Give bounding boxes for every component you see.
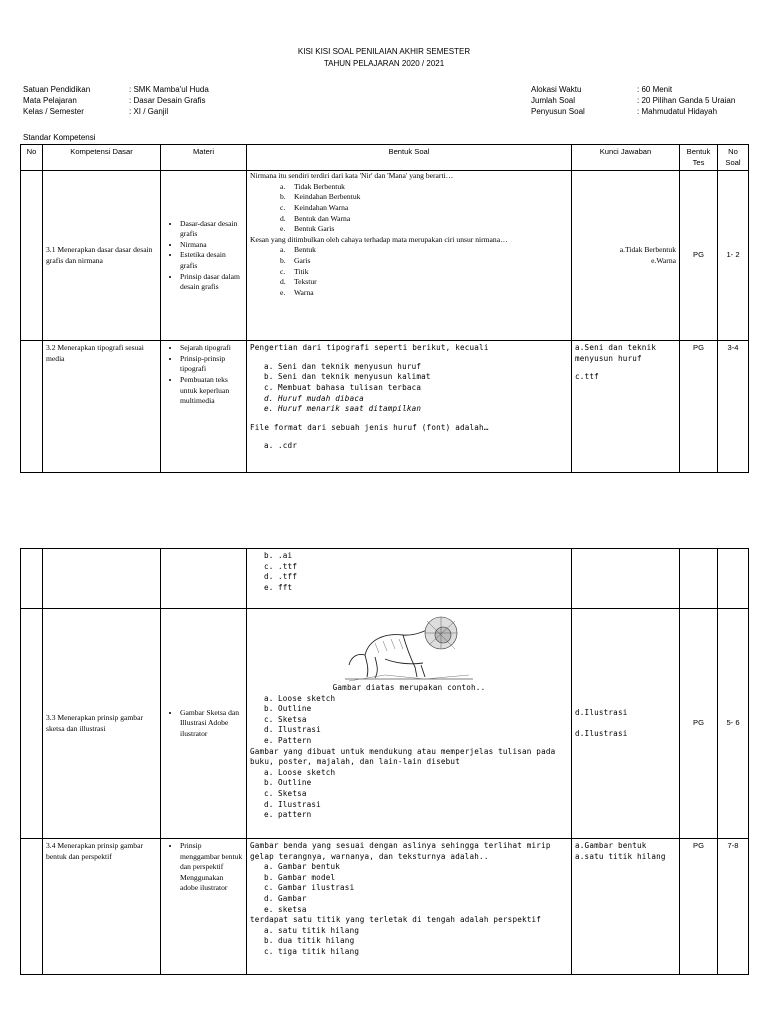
soal-3-4 [247, 839, 572, 975]
option: c. Membuat bahasa tulisan terbaca [264, 382, 422, 392]
col-kunci-jawaban: Kunci Jawaban [572, 145, 680, 171]
no-soal-3-1: 1- 2 [718, 171, 749, 341]
question-text: Kesan yang ditimbulkan oleh cahaya terhadap mata merupakan ciri unsur nirmana… [250, 234, 508, 244]
meta-left [23, 84, 209, 117]
option: d. Tekstur [280, 277, 317, 287]
option: c. tiga titik hilang [264, 946, 360, 956]
question-text: Gambar yang dibuat untuk mendukung atau memperjelas tulisan pada buku, poster, majalah, dan lain-lain disebut [250, 746, 556, 767]
option: a. Bentuk [280, 245, 316, 255]
materi-3-3: • Gambar Sketsa dan Illustrasi Adobe ilustrator [161, 609, 247, 839]
option: e. pattern [264, 810, 312, 820]
option: c. Sketsa [264, 714, 307, 724]
option: c. Titik [280, 266, 309, 276]
option: a. Loose sketch [264, 693, 336, 703]
option: d. Bentuk dan Warna [280, 213, 351, 223]
bentuk-tes-3-3: PG [680, 609, 718, 839]
kisi-table-1 [20, 144, 749, 473]
option: c. Keindahan Warna [280, 202, 349, 212]
kd-3-3: 3.3 Menerapkan prinsip gambar sketsa dan illustrasi [43, 609, 161, 839]
table-row [21, 609, 749, 839]
kunci-3-1: a.Tidak Berbentuk e.Warna [572, 171, 680, 341]
option: d. Gambar [264, 893, 307, 903]
option: b. Gambar model [264, 872, 336, 882]
meta-row: Jumlah Soal : 20 Pilihan Ganda 5 Uraian [531, 96, 736, 105]
option: b. .ai [264, 551, 293, 560]
question-text: terdapat satu titik yang terletak di tengah adalah perspektif [250, 915, 542, 925]
option: b. dua titik hilang [264, 936, 355, 946]
materi-3-2: • Sejarah tipografi • Prinsip-prinsip tipografi • Pembuatan teks untuk keperluan multimedia [161, 341, 247, 473]
kunci-3-2: a.Seni dan teknik menyusun huruf c.ttf [572, 341, 680, 473]
meta-row: Alokasi Waktu : 60 Menit [531, 85, 673, 94]
soal-3-2 [247, 341, 572, 473]
option: b. Seni dan teknik menyusun kalimat [264, 372, 431, 382]
kisi-table-2 [20, 548, 749, 975]
materi-3-4: • Prinsip menggambar bentuk dan perspektif Menggunakan adobe ilustrator [161, 839, 247, 975]
option: e. Warna [280, 287, 314, 297]
meta-row: Mata Pelajaran : Dasar Desain Grafis [23, 96, 206, 105]
option: d. .tff [264, 572, 298, 582]
col-bentuk-tes: Bentuk Tes [680, 145, 718, 171]
option: e. fft [264, 582, 293, 592]
col-kompetensi-dasar: Kompetensi Dasar [43, 145, 161, 171]
materi-3-1: • Dasar-dasar desain grafis • Nirmana • Estetika desain grafis • Prinsip dasar dalam desain grafis [161, 171, 247, 341]
option: d. Ilustrasi [264, 799, 321, 809]
kunci-3-4: a.Gambar bentuk a.satu titik hilang [572, 839, 680, 975]
option: b. Outline [264, 778, 312, 788]
col-no: No [21, 145, 43, 171]
option: a. Tidak Berbentuk [280, 181, 345, 191]
table-row [21, 839, 749, 975]
option: a. Seni dan teknik menyusun huruf [264, 361, 422, 371]
meta-row: Penyusun Soal : Mahmudatul Hidayah [531, 107, 718, 116]
table-header-row [21, 145, 749, 171]
document-title: KISI KISI SOAL PENILAIAN AKHIR SEMESTER [297, 47, 471, 56]
option: c. .ttf [264, 561, 298, 571]
option: a. Loose sketch [264, 767, 336, 777]
bentuk-tes-3-2: PG [680, 341, 718, 473]
meta-row: Satuan Pendidikan : SMK Mamba'ul Huda [23, 85, 209, 94]
table-row [21, 549, 749, 609]
option: e. Huruf menarik saat ditampilkan [264, 404, 422, 414]
question-text: Gambar benda yang sesuai dengan aslinya sehingga terlihat mirip gelap terangnya, warnanya, dan teksturnya adalah.. [250, 841, 551, 861]
no-soal-3-3: 5- 6 [718, 609, 749, 839]
option: a. Gambar bentuk [264, 862, 341, 872]
bentuk-tes-3-1: PG [680, 171, 718, 341]
option: d. Huruf mudah dibaca [264, 393, 364, 403]
table-row [21, 171, 749, 341]
question-text: Gambar diatas merupakan contoh.. [332, 683, 486, 692]
option: c. Sketsa [264, 788, 307, 798]
option: e. Pattern [264, 735, 312, 745]
bentuk-tes-3-4: PG [680, 839, 718, 975]
soal-3-1 [247, 171, 572, 341]
option: b. Keindahan Berbentuk [280, 192, 361, 202]
kd-3-2: 3.2 Menerapkan tipografi sesuai media [43, 341, 161, 473]
no-soal-3-4: 7-8 [718, 839, 749, 975]
question-text: Nirmana itu sendiri terdiri dari kata 'Nir' dan 'Mana' yang berarti… [250, 171, 454, 181]
soal-3-2-continued [247, 549, 572, 609]
page-2 [0, 540, 768, 1024]
option: a. .cdr [264, 441, 298, 451]
lion-illustration [345, 609, 473, 683]
standar-kompetensi-label: Standar Kompetensi [23, 133, 96, 142]
page-1 [0, 0, 768, 480]
document-subtitle: TAHUN PELAJARAN 2020 / 2021 [323, 59, 445, 68]
option: a. satu titik hilang [264, 925, 360, 935]
option: c. Gambar ilustrasi [264, 883, 355, 893]
meta-right [531, 84, 735, 117]
option: b. Outline [264, 704, 312, 714]
soal-3-3 [247, 609, 572, 839]
kd-3-4: 3.4 Menerapkan prinsip gambar bentuk dan perspektif [43, 839, 161, 975]
col-materi: Materi [161, 145, 247, 171]
option: e. Bentuk Garis [280, 224, 335, 234]
table-row [21, 341, 749, 473]
option: d. Ilustrasi [264, 725, 321, 735]
col-bentuk-soal: Bentuk Soal [247, 145, 572, 171]
option: b. Garis [280, 255, 311, 265]
question-text: File format dari sebuah jenis huruf (font) adalah… [250, 422, 489, 432]
question-text: Pengertian dari tipografi seperti berikut, kecuali [250, 343, 489, 353]
option: e. sketsa [264, 904, 307, 914]
meta-row: Kelas / Semester : XI / Ganjil [23, 107, 169, 116]
kd-3-1: 3.1 Menerapkan dasar dasar desain grafis dan nirmana [43, 171, 161, 341]
kunci-3-3: d.Ilustrasi d.Ilustrasi [572, 609, 680, 839]
no-soal-3-2: 3-4 [718, 341, 749, 473]
col-no-soal: No Soal [718, 145, 749, 171]
